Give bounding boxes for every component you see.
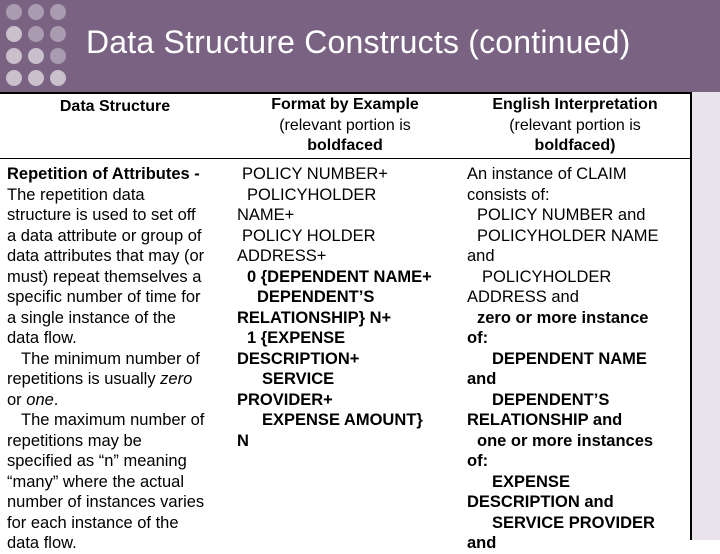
table-line (237, 267, 463, 288)
line-text: DESCRIPTION+ (237, 349, 360, 368)
line-text: N (237, 431, 249, 450)
decorative-dot (50, 48, 66, 64)
line-text: DEPENDENT NAME (492, 349, 647, 368)
table-line (237, 369, 463, 390)
line-text: repetitions may be (7, 431, 142, 450)
table-line (7, 205, 231, 226)
line-text: of: (467, 329, 489, 347)
line-text: DEPENDENT’S (257, 288, 375, 306)
line-text: a single instance of the (7, 308, 176, 327)
table-line (237, 328, 463, 349)
decorative-dot (6, 26, 22, 42)
line-text: of: (467, 452, 489, 470)
line-text: The minimum number of (21, 349, 200, 368)
table-line (7, 185, 231, 206)
table-line (237, 226, 463, 247)
table-line (467, 308, 689, 329)
table-line (467, 410, 689, 431)
line-text: specific number of time for (7, 288, 201, 306)
slide-title: Data Structure Constructs (continued) (86, 24, 631, 60)
decorative-dot (50, 70, 66, 86)
line-text: ADDRESS and (467, 288, 579, 306)
table-line (467, 287, 689, 308)
line-text: data flow. (7, 329, 77, 347)
decorative-dot (28, 26, 44, 42)
col-header-sub: (relevant portion is (279, 116, 411, 134)
decorative-dot (28, 70, 44, 86)
line-text: SERVICE PROVIDER (492, 513, 655, 532)
line-text: must) repeat themselves a (7, 267, 202, 286)
line-text: data flow. (7, 534, 77, 552)
decorative-dot (28, 48, 44, 64)
line-text: NAME+ (237, 206, 295, 224)
table-line (467, 431, 689, 452)
line-text: An instance of CLAIM (467, 165, 627, 183)
line-text: EXPENSE (492, 472, 570, 491)
col-header-sub (462, 136, 688, 157)
table-line (467, 226, 689, 247)
table-line (7, 246, 231, 267)
line-text: POLICY HOLDER (242, 226, 376, 245)
line-text: “many” where the actual (7, 472, 184, 491)
col-data-structure (7, 164, 231, 554)
table-line (237, 185, 463, 206)
table-line (7, 390, 231, 411)
line-text: DEPENDENT’S (492, 390, 610, 409)
col-header-format (235, 95, 455, 157)
table-line (7, 431, 231, 452)
line-text: and (467, 370, 497, 388)
line-text: for each instance of the (7, 513, 179, 532)
line-text: DESCRIPTION and (467, 493, 614, 511)
table-line (237, 287, 463, 308)
line-text: SERVICE (262, 370, 335, 388)
decorative-dot (6, 70, 22, 86)
table-line (467, 164, 689, 185)
table-line (237, 431, 463, 452)
line-text: or (7, 390, 27, 409)
table-line (7, 308, 231, 329)
table-line (467, 369, 689, 390)
table-line (467, 513, 689, 534)
data-structure-table (0, 92, 692, 552)
line-text: POLICYHOLDER NAME (477, 226, 659, 245)
line-tail-text: . (53, 390, 59, 409)
table-line (237, 164, 463, 185)
decorative-dot (6, 48, 22, 64)
table-line (467, 451, 689, 472)
col-header-label: Format by Example (271, 96, 419, 113)
decorative-dot (6, 4, 22, 20)
line-text: RELATIONSHIP and (467, 411, 623, 429)
line-italic-text: zero (160, 370, 193, 388)
table-line (467, 205, 689, 226)
decorative-dot-grid (0, 0, 80, 92)
table-line (467, 246, 689, 267)
line-text: number of instances varies (7, 493, 205, 511)
line-text: a data attribute or group of (7, 226, 202, 245)
table-line (7, 533, 231, 554)
col-header-sub: (relevant portion is (509, 116, 641, 134)
col-format-example (237, 164, 463, 451)
line-text: PROVIDER+ (237, 390, 333, 409)
line-text: The repetition data (7, 185, 145, 204)
line-text: The maximum number of (21, 411, 205, 429)
table-line (467, 185, 689, 206)
table-line (467, 533, 689, 554)
decorative-side-strip (692, 92, 720, 540)
decorative-dot (28, 4, 44, 20)
table-line (7, 226, 231, 247)
table-line (7, 267, 231, 288)
col-english-interpretation (467, 164, 689, 554)
table-line (7, 472, 231, 493)
col-header-sub-bold: boldfaced (307, 137, 383, 154)
line-text: RELATIONSHIP} N+ (237, 308, 392, 327)
title-bar (0, 0, 720, 92)
line-text: ADDRESS+ (237, 247, 327, 265)
table-line (7, 451, 231, 472)
table-line (237, 205, 463, 226)
table-line (467, 267, 689, 288)
table-line (7, 328, 231, 349)
table-line (467, 328, 689, 349)
table-line (237, 246, 463, 267)
line-text: POLICY NUMBER+ (242, 165, 388, 183)
line-text: structure is used to set off (7, 206, 196, 224)
line-text: 0 {DEPENDENT NAME+ (247, 267, 432, 286)
col-header-label: English Interpretation (492, 96, 658, 113)
line-text: POLICY NUMBER and (477, 206, 646, 224)
table-header-row (0, 94, 690, 159)
line-text: Repetition of Attributes - (7, 165, 200, 183)
decorative-dot (50, 4, 66, 20)
line-text: EXPENSE AMOUNT} (262, 411, 423, 429)
line-text: and (467, 247, 495, 265)
col-header-english (462, 95, 688, 157)
col-header-label: Data Structure (59, 98, 171, 115)
line-italic-text: one (26, 390, 54, 409)
table-line (7, 410, 231, 431)
table-line (467, 472, 689, 493)
line-text: one or more instances (477, 431, 654, 450)
table-line (7, 349, 231, 370)
table-line (7, 369, 231, 390)
line-text: POLICYHOLDER (247, 185, 377, 204)
table-line (7, 164, 231, 185)
table-line (237, 308, 463, 329)
line-text: data attributes that may (or (7, 247, 205, 265)
line-text: 1 {EXPENSE (247, 329, 346, 347)
col-header-sub-bold: boldfaced) (534, 137, 616, 154)
decorative-dot (50, 26, 66, 42)
table-line (7, 492, 231, 513)
table-line (467, 390, 689, 411)
table-line (7, 287, 231, 308)
table-line (237, 410, 463, 431)
col-header-data-structure (20, 97, 210, 118)
table-line (467, 492, 689, 513)
line-text: consists of: (467, 185, 550, 204)
table-line (237, 390, 463, 411)
table-line (7, 513, 231, 534)
line-text: POLICYHOLDER (482, 267, 612, 286)
line-text: specified as “n” meaning (7, 452, 187, 470)
line-text: repetitions is usually (7, 370, 161, 388)
table-line (237, 349, 463, 370)
line-text: zero or more instance (477, 308, 649, 327)
line-text: and (467, 534, 497, 552)
table-line (467, 349, 689, 370)
